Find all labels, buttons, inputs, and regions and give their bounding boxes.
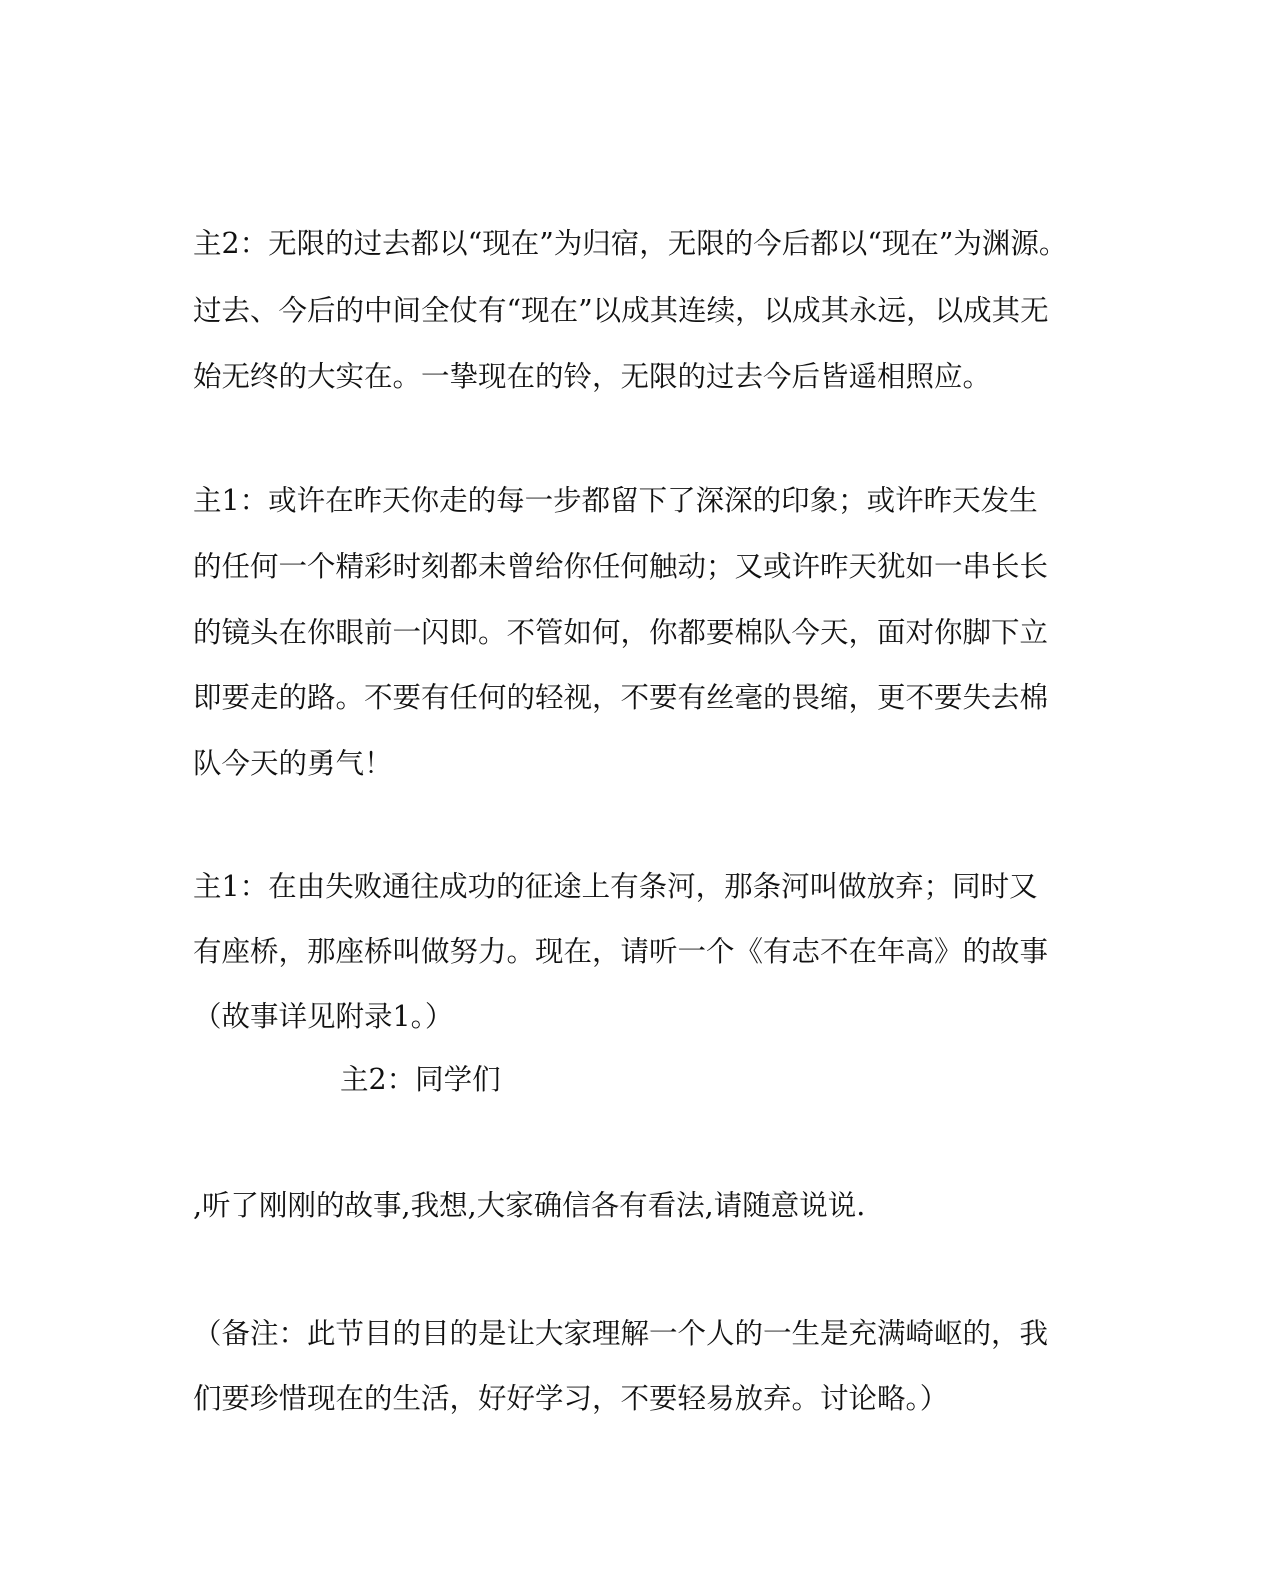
text-line: （故事详见附录1。）	[193, 1000, 454, 1033]
text-line: （备注：此节目的目的是让大家理解一个人的一生是充满崎岖的，我	[193, 1317, 1049, 1350]
text-line: 队今天的勇气！	[193, 747, 393, 780]
text-line: ,听了刚刚的故事,我想,大家确信各有看法,请随意说说.	[193, 1189, 866, 1222]
text-line: 们要珍惜现在的生活，好好学习，不要轻易放弃。讨论略。）	[193, 1382, 949, 1415]
text-line: 有座桥，那座桥叫做努力。现在，请听一个《有志不在年高》的故事	[193, 935, 1049, 968]
text-line: 的任何一个精彩时刻都未曾给你任何触动；又或许昨天犹如一串长长	[193, 550, 1049, 583]
text-line: 即要走的路。不要有任何的轻视，不要有丝毫的畏缩，更不要失去棉	[193, 681, 1049, 714]
text-line: 主2：无限的过去都以“现在”为归宿，无限的今后都以“现在”为渊源。	[193, 227, 1068, 260]
text-line: 主2：同学们	[340, 1063, 501, 1096]
text-line: 主1：或许在昨天你走的每一步都留下了深深的印象；或许昨天发生	[193, 484, 1038, 517]
text-line: 主1：在由失败通往成功的征途上有条河，那条河叫做放弃；同时又	[193, 870, 1038, 903]
text-line: 的镜头在你眼前一闪即。不管如何，你都要棉队今天，面对你脚下立	[193, 616, 1049, 649]
text-line: 始无终的大实在。一挚现在的铃，无限的过去今后皆遥相照应。	[193, 360, 992, 393]
text-line: 过去、今后的中间全仗有“现在”以成其连续，以成其永远，以成其无	[193, 294, 1049, 327]
